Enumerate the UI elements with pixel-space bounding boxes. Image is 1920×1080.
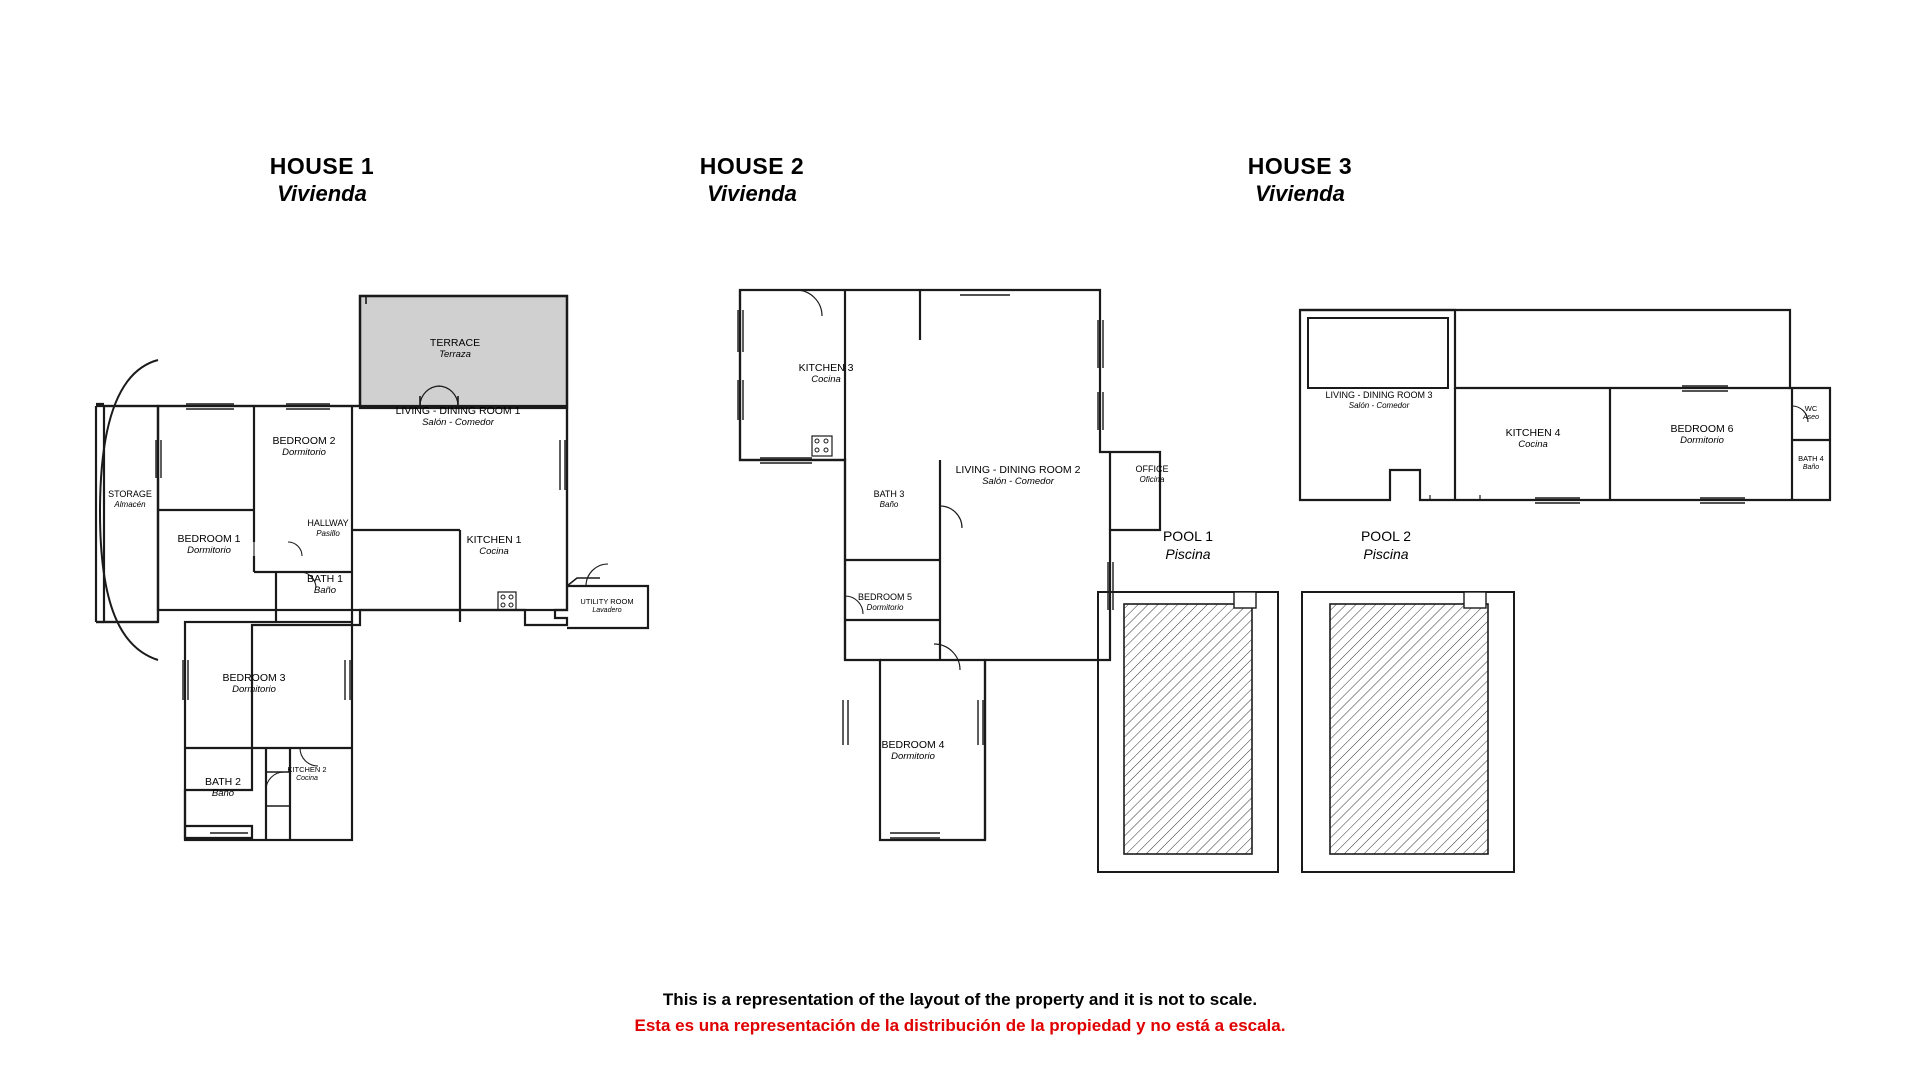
room-label-living-dining-1: LIVING - DINING ROOM 1 Salón - Comedor [395,405,521,429]
room-label-bedroom-3: BEDROOM 3 Dormitorio [222,672,286,696]
pool-title-2 [1296,527,1476,563]
room-label-kitchen-3: KITCHEN 3 Cocina [798,362,854,386]
room-label-terrace: TERRACE Terraza [429,337,481,361]
house-title-3-en: HOUSE 3 [1247,153,1353,179]
room-label-bath-3: BATH 3 Baño [873,489,905,509]
room-label-wc: WC Aseo [1803,404,1819,421]
house-title-2-es: Vivienda [707,181,797,206]
house-title-2-en: HOUSE 2 [699,153,805,179]
pool-title-1-es: Piscina [1165,546,1211,562]
house-title-3-es: Vivienda [1255,181,1345,206]
pool-title-2-en: POOL 2 [1360,528,1412,544]
room-label-storage: STORAGE Almacén [108,489,152,509]
room-label-living-dining-3: LIVING - DINING ROOM 3 Salón - Comedor [1325,390,1433,410]
room-label-bedroom-1: BEDROOM 1 Dormitorio [177,533,241,557]
room-label-kitchen-2: KITCHEN 2 Cocina [287,765,327,782]
room-label-bedroom-6: BEDROOM 6 Dormitorio [1670,423,1734,447]
pool-title-2-es: Piscina [1363,546,1409,562]
house-title-1-en: HOUSE 1 [269,153,375,179]
room-label-kitchen-4: KITCHEN 4 Cocina [1505,427,1561,451]
room-label-utility-room: UTILITY ROOM Lavadero [580,597,634,614]
house-title-1 [162,152,482,208]
room-label-bath-4: BATH 4 Baño [1798,454,1824,471]
house-title-3 [1140,152,1460,208]
room-label-bedroom-2: BEDROOM 2 Dormitorio [272,435,336,459]
footer-disclaimer-es: Esta es una representación de la distribución de la propiedad y no está a escala. [634,1016,1286,1035]
house-title-2 [592,152,912,208]
room-label-office: OFFICE Oficina [1135,464,1169,484]
room-label-bath-1: BATH 1 Baño [307,573,343,597]
pool-title-1 [1098,527,1278,563]
room-label-living-dining-2: LIVING - DINING ROOM 2 Salón - Comedor [955,464,1081,488]
room-label-hallway: HALLWAY Pasillo [307,518,349,538]
footer-disclaimer-en: This is a representation of the layout of the property and it is not to scale. [662,990,1258,1009]
room-label-bedroom-5: BEDROOM 5 Dormitorio [857,592,913,612]
house-title-1-es: Vivienda [277,181,367,206]
room-label-kitchen-1: KITCHEN 1 Cocina [466,534,522,558]
room-label-bath-2: BATH 2 Baño [205,776,241,800]
room-label-bedroom-4: BEDROOM 4 Dormitorio [881,739,945,763]
pool-title-1-en: POOL 1 [1162,528,1214,544]
